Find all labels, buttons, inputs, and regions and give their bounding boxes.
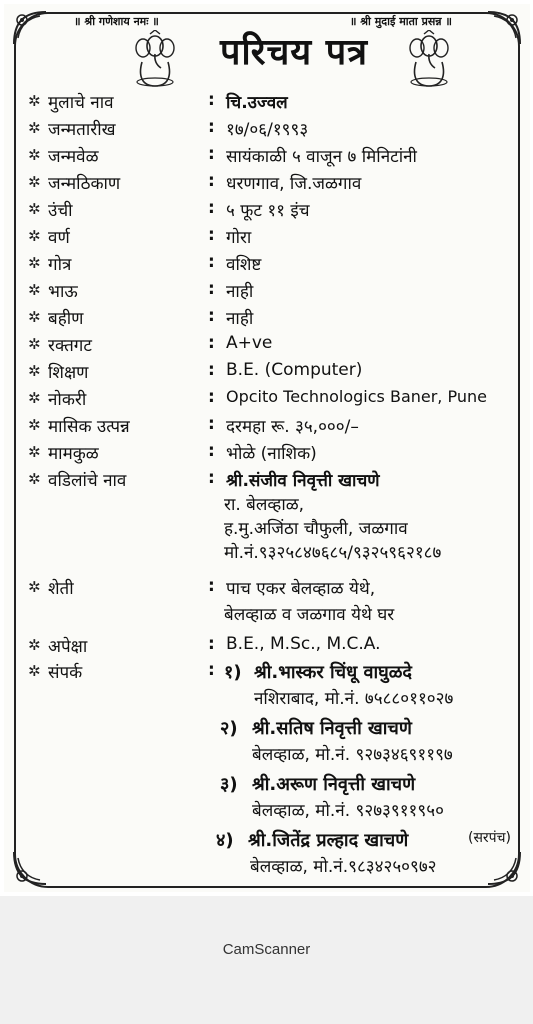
- bullet-icon: ✲: [28, 443, 41, 461]
- contact-number: ३): [220, 774, 238, 795]
- field-row: ✲ वर्ण : गोरा: [28, 225, 252, 248]
- corner-ornament-icon: [10, 8, 50, 48]
- field-label: गोत्र: [48, 255, 72, 275]
- field-label: अपेक्षा: [48, 637, 88, 657]
- farm-block: ✲ शेती : पाच एकर बेलव्हाळ येथे, बेलव्हाळ व जळगाव येथे घर: [28, 576, 395, 625]
- field-row: ✲ जन्मतारीख : १७/०६/१९९३: [28, 117, 309, 140]
- field-label: भाऊ: [48, 282, 78, 302]
- right-invocation: ॥ श्री मुदाई माता प्रसन्न ॥: [349, 15, 452, 28]
- field-value: ५ फूट ११ इंच: [226, 201, 310, 221]
- farm-line: बेलव्हाळ व जळगाव येथे घर: [224, 605, 395, 625]
- contact-number: २): [220, 718, 238, 739]
- field-value: धरणगाव, जि.जळगाव: [226, 174, 362, 194]
- farm-line: पाच एकर बेलव्हाळ येथे,: [226, 579, 376, 599]
- scanner-footer: [0, 896, 533, 1024]
- bullet-icon: ✲: [28, 470, 41, 488]
- field-row: ✲ अपेक्षा : B.E., M.Sc., M.C.A.: [28, 634, 381, 657]
- field-value: चि.उज्वल: [226, 93, 288, 113]
- father-address-line: रा. बेलव्हाळ,: [224, 495, 305, 515]
- field-label: मासिक उत्पन्न: [48, 417, 130, 437]
- field-value: १७/०६/१९९३: [226, 120, 309, 140]
- bullet-icon: ✲: [28, 416, 41, 434]
- bullet-icon: ✲: [28, 281, 41, 299]
- contact-name: श्री.सतिष निवृत्ती खाचणे: [252, 718, 412, 739]
- contact-name: श्री.जितेंद्र प्रल्हाद खाचणे: [248, 830, 409, 851]
- field-label: मामकुळ: [48, 444, 99, 464]
- father-address-line: ह.मु.अजिंठा चौफुली, जळगाव: [224, 519, 408, 539]
- contact-line: बेलव्हाळ, मो.नं. ९२७३९११९५०: [252, 801, 444, 821]
- field-label: मुलाचे नाव: [48, 93, 114, 113]
- field-value: वशिष्ट: [226, 255, 262, 275]
- field-label: संपर्क: [48, 663, 83, 683]
- contact-line: बेलव्हाळ, मो.नं. ९२७३४६९११९७: [252, 745, 453, 765]
- field-label: जन्मतारीख: [48, 120, 116, 140]
- bullet-icon: ✲: [28, 119, 41, 137]
- contact-line: नशिराबाद, मो.नं. ७५८८०११०२७: [254, 689, 454, 709]
- field-label: वडिलांचे नाव: [48, 471, 127, 491]
- field-value: गोरा: [226, 228, 252, 248]
- contact-name-note: (सरपंच): [468, 830, 511, 846]
- field-row: ✲ मामकुळ : भोळे (नाशिक): [28, 441, 317, 464]
- field-row: ✲ नोकरी : Opcito Technologics Baner, Pune: [28, 387, 487, 410]
- bullet-icon: ✲: [28, 146, 41, 164]
- field-label: जन्मठिकाण: [48, 174, 121, 194]
- field-value: A+ve: [226, 333, 273, 353]
- field-label: वर्ण: [48, 228, 70, 248]
- field-label: बहीण: [48, 309, 84, 329]
- field-value: Opcito Technologics Baner, Pune: [226, 387, 487, 406]
- field-row: ✲ बहीण : नाही: [28, 306, 254, 329]
- contact-number: ४): [216, 830, 234, 851]
- contact-name: श्री.अरूण निवृत्ती खाचणे: [252, 774, 416, 795]
- field-value: B.E. (Computer): [226, 360, 363, 380]
- bullet-icon: ✲: [28, 578, 41, 596]
- bullet-icon: ✲: [28, 662, 41, 680]
- field-row: ✲ मुलाचे नाव : चि.उज्वल: [28, 90, 288, 113]
- field-label: शेती: [48, 579, 74, 599]
- bullet-icon: ✲: [28, 308, 41, 326]
- field-value: नाही: [226, 309, 254, 329]
- ganesha-icon: [402, 30, 456, 90]
- left-invocation: ॥ श्री गणेशाय नमः ॥: [74, 15, 159, 28]
- contact-number: १): [224, 662, 242, 683]
- field-value: सायंकाळी ५ वाजून ७ मिनिटांनी: [226, 147, 417, 167]
- bullet-icon: ✲: [28, 173, 41, 191]
- bullet-icon: ✲: [28, 389, 41, 407]
- field-row: ✲ गोत्र : वशिष्ट: [28, 252, 262, 275]
- bullet-icon: ✲: [28, 200, 41, 218]
- field-label: उंची: [48, 201, 73, 221]
- father-phone: मो.नं.९३२५८४७६८५/९३२५९६२१८७: [224, 543, 442, 563]
- page-title: परिचय पत्र: [219, 32, 369, 73]
- bullet-icon: ✲: [28, 254, 41, 272]
- bullet-icon: ✲: [28, 227, 41, 245]
- bullet-icon: ✲: [28, 335, 41, 353]
- ganesha-icon: [128, 30, 182, 90]
- field-row: ✲ जन्मवेळ : सायंकाळी ५ वाजून ७ मिनिटांनी: [28, 144, 417, 167]
- field-label: रक्तगट: [48, 336, 92, 356]
- bullet-icon: ✲: [28, 362, 41, 380]
- contact-block: ✲ संपर्क : १) श्री.भास्कर चिंधू वाघुळदे नशिराबाद, मो.नं. ७५८८०११०२७ २) श्री.सतिष निवृत्ती खाचणे बेलव्हाळ, मो.नं. ९२७३४६९११९७ ३) श्री.अरूण निवृत्ती खाचणे बेलव्हाळ, मो.नं. ९२७३९११९५० ४) श्री.जितेंद्र प्रल्हाद खाचणे (सरपंच) बेलव्हाळ, मो.नं.९८३४२५०९७२: [28, 660, 511, 877]
- field-row: ✲ उंची : ५ फूट ११ इंच: [28, 198, 310, 221]
- field-label: जन्मवेळ: [48, 147, 99, 167]
- field-row: ✲ मासिक उत्पन्न : दरमहा रू. ३५,०००/–: [28, 414, 359, 437]
- field-row: ✲ रक्तगट : A+ve: [28, 333, 273, 356]
- field-value: नाही: [226, 282, 254, 302]
- contact-line: बेलव्हाळ, मो.नं.९८३४२५०९७२: [250, 857, 437, 877]
- field-row: ✲ जन्मठिकाण : धरणगाव, जि.जळगाव: [28, 171, 362, 194]
- field-value: दरमहा रू. ३५,०००/–: [226, 417, 359, 437]
- app-watermark: CamScanner: [222, 941, 311, 958]
- father-block: ✲ वडिलांचे नाव : श्री.संजीव निवृत्ती खाचणे रा. बेलव्हाळ, ह.मु.अजिंठा चौफुली, जळगाव मो.नं.९३२५८४७६८५/९३२५९६२१८७: [28, 468, 442, 563]
- field-row: ✲ भाऊ : नाही: [28, 279, 254, 302]
- field-row: ✲ शिक्षण : B.E. (Computer): [28, 360, 363, 383]
- contact-name: श्री.भास्कर चिंधू वाघुळदे: [254, 662, 412, 683]
- bullet-icon: ✲: [28, 92, 41, 110]
- biodata-sheet: [4, 4, 530, 892]
- bullet-icon: ✲: [28, 636, 41, 654]
- corner-ornament-icon: [484, 8, 524, 48]
- field-label: नोकरी: [48, 390, 87, 410]
- field-label: शिक्षण: [48, 363, 89, 383]
- field-value: B.E., M.Sc., M.C.A.: [226, 634, 381, 654]
- field-value: भोळे (नाशिक): [226, 444, 317, 464]
- father-name: श्री.संजीव निवृत्ती खाचणे: [226, 471, 380, 491]
